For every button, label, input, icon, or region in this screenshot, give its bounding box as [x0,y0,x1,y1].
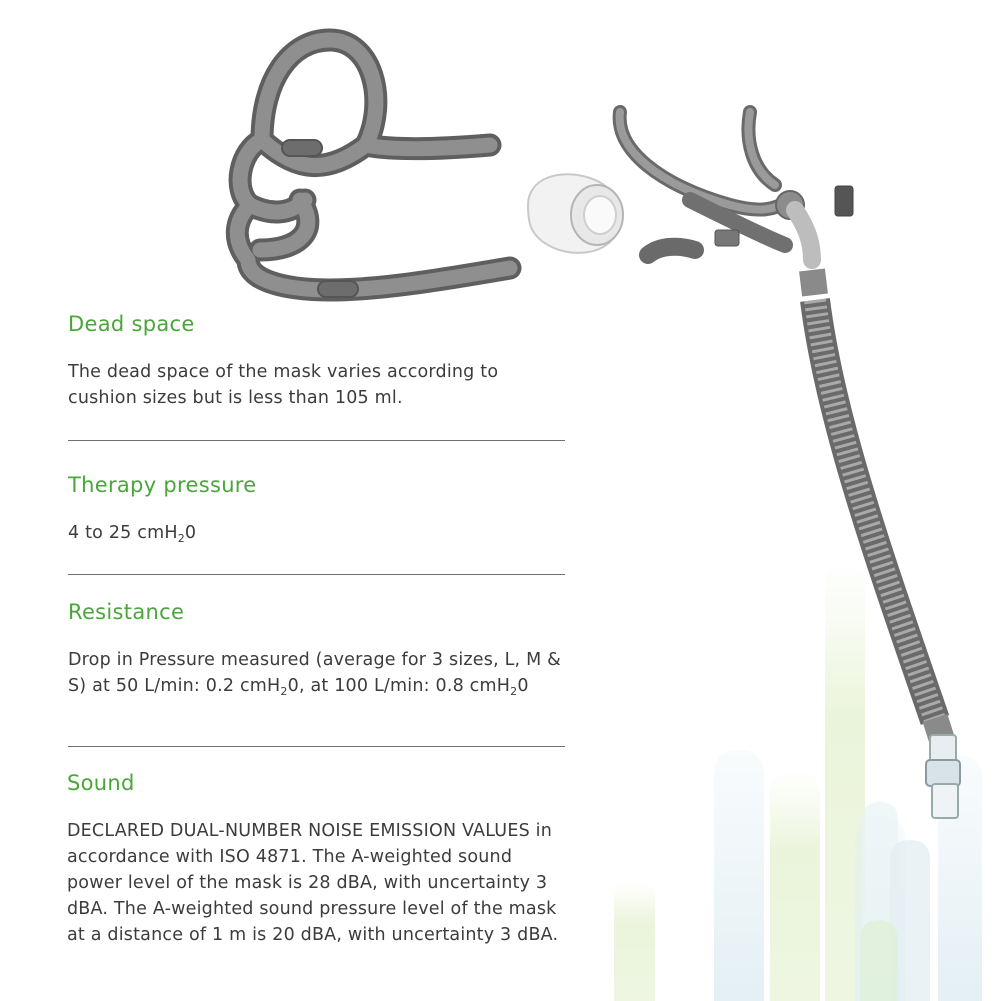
heading-resistance: Resistance [68,600,185,624]
cushion [528,174,623,253]
mask-frame [620,112,853,260]
subscript: 2 [280,685,288,698]
heading-therapy-pressure: Therapy pressure [68,473,257,497]
text-part: 0 [184,523,197,543]
divider [68,746,565,747]
text-part: 0, at 100 L/min: 0.8 cmH [287,676,511,696]
heading-sound: Sound [67,771,135,795]
text-part: 4 to 25 cmH [68,523,178,543]
headgear [237,40,510,297]
strap-tab [318,281,358,297]
text-sound: DECLARED DUAL-NUMBER NOISE EMISSION VALUES in accordance with ISO 4871. The A-weighted sound power level of the mask is 28 dBA, with uncertainty 3 dBA. The A-weighted sound pressure level of the mask at a distance of 1 m is 20 dBA, with uncertainty 3 dBA. [67,821,559,945]
text-resistance [68,647,568,699]
strap-tab [282,140,322,156]
divider [68,440,565,441]
text-part: Drop in Pressure measured (average for 3 sizes, L, M & S) at 50 L/min: 0.2 cmH [68,650,561,696]
divider [68,574,565,575]
air-tube [812,270,960,818]
text-part: 0 [517,676,529,696]
subscript: 2 [177,532,185,545]
subscript: 2 [510,685,518,698]
heading-dead-space: Dead space [68,312,195,336]
text-therapy-pressure [68,520,568,546]
text-dead-space: The dead space of the mask varies according to cushion sizes but is less than 105 ml. [68,362,499,408]
